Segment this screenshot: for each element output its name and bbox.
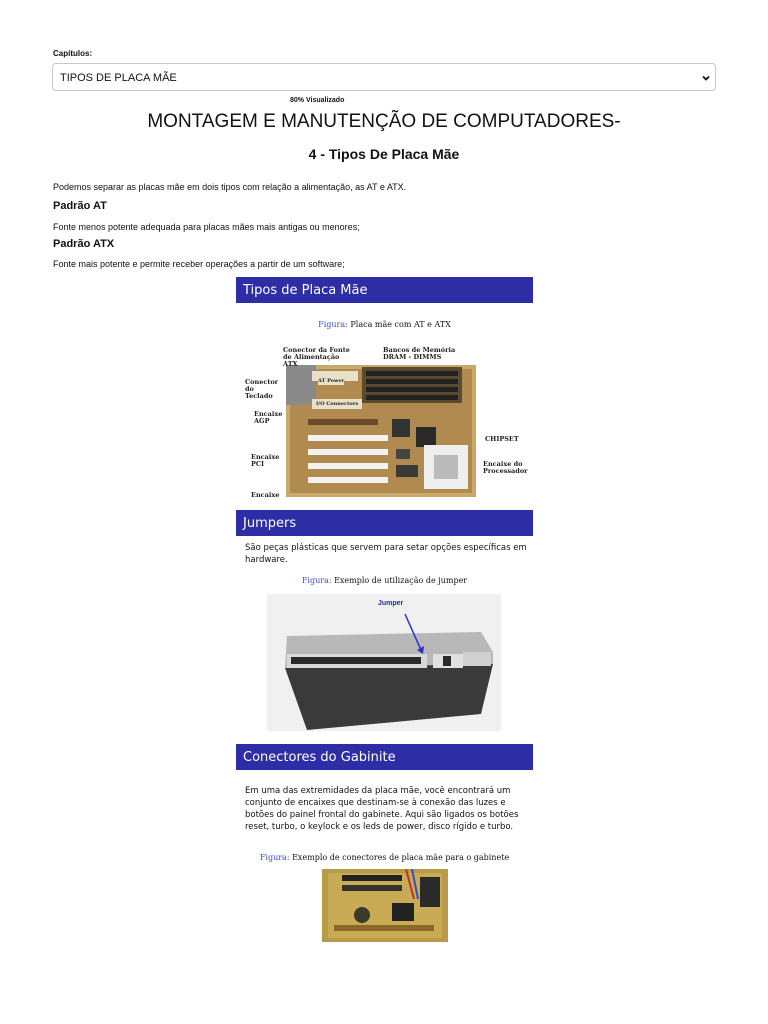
atx-paragraph: Fonte mais potente e permite receber operações a partir de um software; bbox=[53, 259, 345, 269]
motherboard-image bbox=[286, 365, 476, 497]
slide-text: São peças plásticas que servem para setar opções específicas em hardware. bbox=[245, 543, 527, 565]
figure-prefix: Figura: bbox=[318, 320, 348, 329]
slide-text: Em uma das extremidades da placa mãe, você encontrará um conjunto de encaixes que destinam-se à conexão das luzes e botões do painel frontal do gabinete. Aqui são ligados os botões reset, turbo, o keylock e os leds de power, disco rígido e turbo. bbox=[245, 786, 519, 832]
label-processor-socket: Encaixe do Processador bbox=[483, 460, 528, 475]
chapter-title: 4 - Tipos De Placa Mãe bbox=[308, 146, 460, 162]
figure-caption-text: Exemplo de utilização de jumper bbox=[334, 576, 468, 585]
chevron-down-icon bbox=[701, 73, 711, 83]
figure-caption bbox=[236, 320, 533, 329]
document-title: MONTAGEM E MANUTENÇÃO DE COMPUTADORES- bbox=[147, 111, 621, 132]
figure-caption-text: Placa mãe com AT e ATX bbox=[350, 320, 451, 329]
figure-caption-text: Exemplo de conectores de placa mãe para o gabinete bbox=[292, 853, 510, 862]
jumper-image bbox=[267, 594, 501, 731]
label-chipset: CHIPSET bbox=[485, 435, 519, 443]
slide-jumpers bbox=[236, 510, 533, 734]
slide-case-connectors bbox=[236, 744, 533, 944]
label-pci-slot: Encaixe PCI bbox=[251, 453, 280, 468]
chapter-select[interactable] bbox=[52, 63, 716, 91]
figure-caption bbox=[236, 853, 533, 862]
intro-paragraph: Podemos separar as placas mãe em dois tipos com relação a alimentação, as AT e ATX. bbox=[53, 182, 407, 192]
label-keyboard-connector: Conector do Teclado bbox=[245, 378, 279, 400]
label-slot: Encaixe bbox=[251, 491, 280, 499]
chapter-select-value: TIPOS DE PLACA MÃE bbox=[60, 72, 177, 84]
figure-caption bbox=[236, 576, 533, 585]
chapters-label: Capítulos: bbox=[53, 49, 93, 58]
atx-heading: Padrão ATX bbox=[53, 238, 115, 250]
slide-motherboard-types bbox=[236, 277, 533, 501]
jumper-label: Jumper bbox=[378, 600, 404, 607]
label-io-connectors: I/O Connectors bbox=[316, 401, 359, 407]
at-paragraph: Fonte menos potente adequada para placas mães mais antigas ou menores; bbox=[53, 222, 360, 232]
label-memory-banks: Bancos de Memória DRAM - DIMMS bbox=[383, 346, 456, 361]
figure-prefix: Figura: bbox=[301, 576, 332, 585]
slide-header: Jumpers bbox=[236, 510, 533, 536]
label-at-power: AT Power bbox=[318, 378, 345, 384]
progress-text: 80% Visualizado bbox=[290, 97, 345, 104]
slide-header: Tipos de Placa Mãe bbox=[236, 277, 533, 303]
label-agp-slot: Encaixe AGP bbox=[254, 410, 283, 425]
label-atx-power-connector: Conector da Fonte de Alimentação ATX bbox=[283, 346, 350, 368]
figure-prefix: Figura: bbox=[259, 853, 290, 862]
case-connectors-image bbox=[322, 869, 448, 942]
slide-header: Conectores do Gabinite bbox=[236, 744, 533, 770]
at-heading: Padrão AT bbox=[53, 200, 107, 212]
